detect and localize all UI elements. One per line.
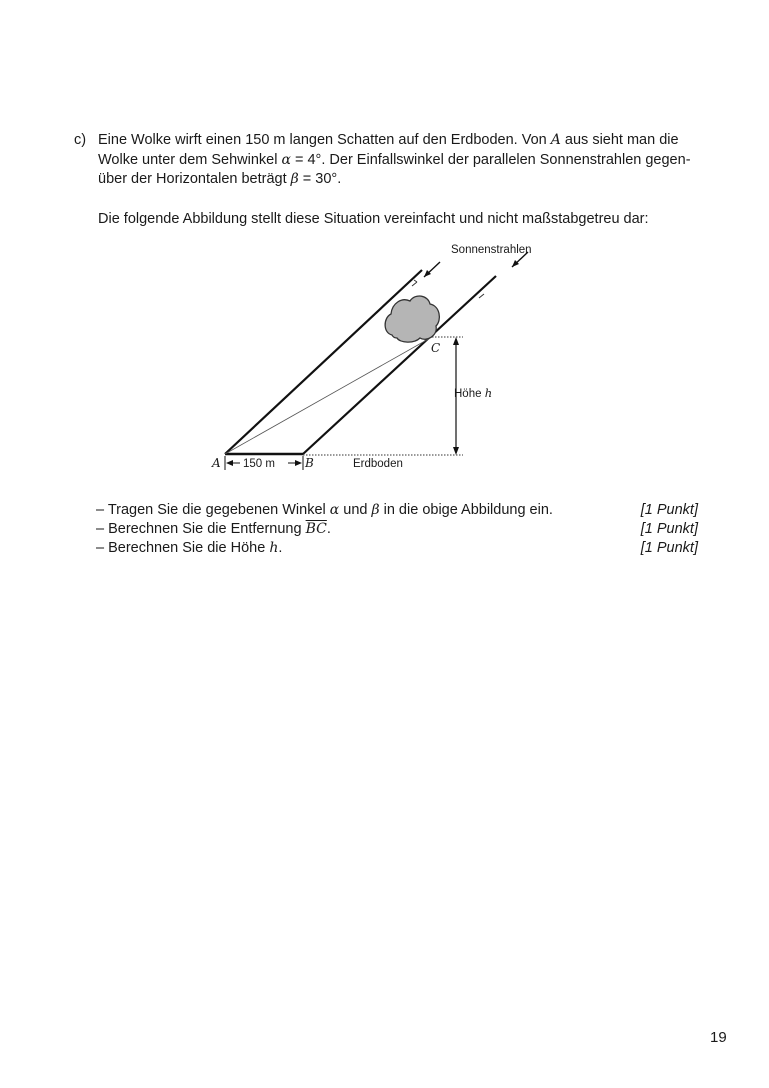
ground-label: Erdboden <box>353 458 403 470</box>
text: = 30°. <box>298 171 342 187</box>
task-item-angles <box>96 501 698 520</box>
point-a-label: A <box>212 456 221 470</box>
cloud-icon <box>385 296 439 342</box>
variable-a: A <box>550 132 561 148</box>
variable-beta: β <box>371 502 380 518</box>
height-label <box>454 386 492 400</box>
text: Wolke unter dem Sehwinkel <box>98 151 282 168</box>
distance-label: 150 m <box>243 458 275 470</box>
height-arrow-bottom <box>453 447 459 455</box>
variable-alpha: α <box>329 502 340 518</box>
arrow-mark-left-ray <box>412 280 417 286</box>
page-number: 19 <box>710 1029 727 1046</box>
point-c-label: C <box>431 341 441 355</box>
sight-line-ac <box>225 337 432 454</box>
sun-rays-label: Sonnenstrahlen <box>451 244 532 256</box>
text: – Tragen Sie die gegebenen Winkel <box>96 502 330 518</box>
points-badge: [1 Punkt] <box>640 502 698 518</box>
task-list <box>96 501 698 558</box>
task-item-distance <box>96 520 698 539</box>
distance-arrow-right <box>295 460 302 466</box>
segment-bc: $\overline{BC}$ <box>305 521 327 537</box>
height-text: Höhe <box>454 388 485 400</box>
variable-h: h <box>269 540 279 556</box>
text: aus sieht man die <box>560 132 679 148</box>
height-arrow-top <box>453 337 459 345</box>
text: . <box>278 540 283 556</box>
text: und <box>339 502 372 518</box>
height-variable: h <box>484 386 493 400</box>
text: Eine Wolke wirft einen 150 m langen Schatten auf den Erdboden. Von <box>98 132 551 148</box>
text: in die obige Abbildung ein. <box>379 502 553 518</box>
distance-arrow-left <box>226 460 233 466</box>
part-label: c) <box>74 132 87 148</box>
text: . <box>326 521 331 537</box>
variable-alpha: α <box>281 151 291 168</box>
points-badge: [1 Punkt] <box>640 540 698 556</box>
arrow-mark-right-ray <box>479 294 484 298</box>
sun-rays-figure <box>0 0 769 500</box>
sun-ray-left <box>225 270 422 454</box>
figure-intro: Die folgende Abbildung stellt diese Situation vereinfacht und nicht maßstabgetreu dar: <box>98 211 649 227</box>
variable-beta: β <box>290 171 299 187</box>
text: – Berechnen Sie die Entfernung <box>96 521 306 537</box>
text: – Berechnen Sie die Höhe <box>96 540 270 556</box>
text: über der Horizontalen beträgt <box>98 171 291 187</box>
points-badge: [1 Punkt] <box>640 521 698 537</box>
task-item-height <box>96 539 698 558</box>
point-b-label: B <box>305 456 314 470</box>
text: = 4°. Der Einfallswinkel der parallelen Sonnenstrahlen gegen- <box>290 151 691 168</box>
